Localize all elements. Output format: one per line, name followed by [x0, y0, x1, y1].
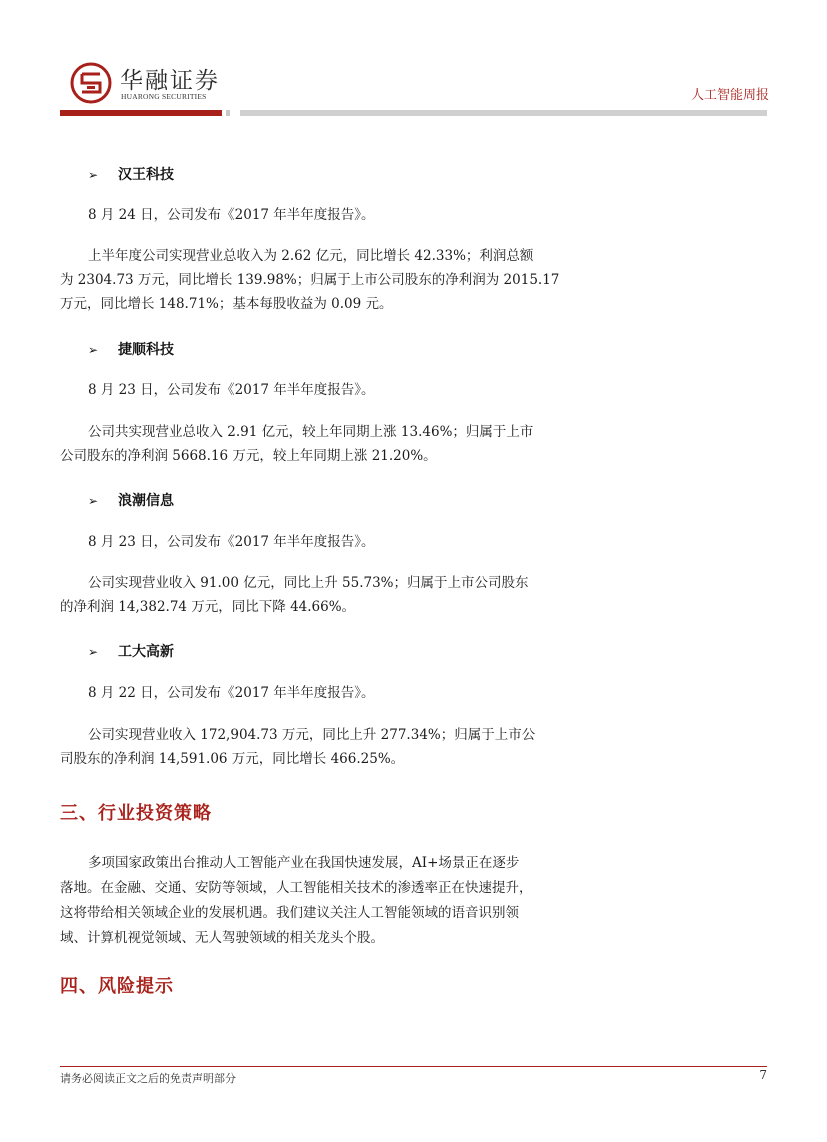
company-name: 浪潮信息	[118, 493, 174, 509]
body-line: 万元，同比增长 148.71%；基本每股收益为 0.09 元。	[60, 296, 393, 312]
body-line: 公司实现营业收入 172,904.73 万元，同比上升 277.34%；归属于上市公	[88, 727, 536, 743]
body-line: 这将带给相关领域企业的发展机遇。我们建议关注人工智能领域的语音识别领	[60, 905, 519, 921]
company-logo-icon	[70, 62, 112, 104]
company-heading	[88, 641, 174, 661]
section-heading-risk: 四、风险提示	[60, 976, 174, 997]
company-heading	[88, 339, 174, 359]
arrow-bullet-icon: ➢	[88, 494, 99, 508]
company-name: 汉王科技	[118, 167, 174, 183]
page-number: 7	[759, 1068, 767, 1082]
body-line: 公司共实现营业总收入 2.91 亿元，较上年同期上涨 13.46%；归属于上市	[88, 424, 534, 440]
section-heading-strategy: 三、行业投资策略	[60, 803, 212, 824]
body-line: 域、计算机视觉领域、无人驾驶领域的相关龙头个股。	[60, 930, 384, 946]
company-name: 工大高新	[118, 644, 174, 660]
body-line: 上半年度公司实现营业总收入为 2.62 亿元，同比增长 42.33%；利润总额	[88, 248, 534, 264]
brand-name-english: HUARONG SECURITIES	[121, 92, 207, 101]
body-line: 司股东的净利润 14,591.06 万元，同比增长 466.25%。	[60, 751, 405, 767]
announcement-text: 8 月 23 日，公司发布《2017 年半年度报告》。	[88, 382, 375, 398]
body-line: 多项国家政策出台推动人工智能产业在我国快速发展，AI+场景正在逐步	[88, 855, 520, 871]
announcement-text: 8 月 24 日，公司发布《2017 年半年度报告》。	[88, 207, 375, 223]
body-line: 落地。在金融、交通、安防等领域，人工智能相关技术的渗透率正在快速提升，	[60, 880, 533, 896]
report-type-label: 人工智能周报	[690, 88, 769, 103]
footer-disclaimer: 请务必阅读正文之后的免责声明部分	[60, 1072, 236, 1085]
body-line: 公司股东的净利润 5668.16 万元，较上年同期上涨 21.20%。	[60, 448, 437, 464]
arrow-bullet-icon: ➢	[88, 168, 99, 182]
announcement-text: 8 月 23 日，公司发布《2017 年半年度报告》。	[88, 534, 375, 550]
company-name: 捷顺科技	[118, 342, 174, 358]
arrow-bullet-icon: ➢	[88, 343, 99, 357]
header-rule-accent	[60, 110, 222, 116]
brand-name-chinese: 华融证券	[120, 68, 220, 94]
announcement-text: 8 月 22 日，公司发布《2017 年半年度报告》。	[88, 685, 375, 701]
body-line: 公司实现营业收入 91.00 亿元，同比上升 55.73%；归属于上市公司股东	[88, 575, 529, 591]
body-line: 的净利润 14,382.74 万元，同比下降 44.66%。	[60, 599, 356, 615]
company-heading	[88, 490, 174, 510]
header-rule-gray	[240, 110, 767, 116]
company-heading	[88, 164, 174, 184]
header-rule-divider	[226, 110, 230, 116]
footer-rule	[60, 1066, 767, 1067]
arrow-bullet-icon: ➢	[88, 645, 99, 659]
body-line: 为 2304.73 万元，同比增长 139.98%；归属于上市公司股东的净利润为 2015.17	[60, 272, 560, 288]
